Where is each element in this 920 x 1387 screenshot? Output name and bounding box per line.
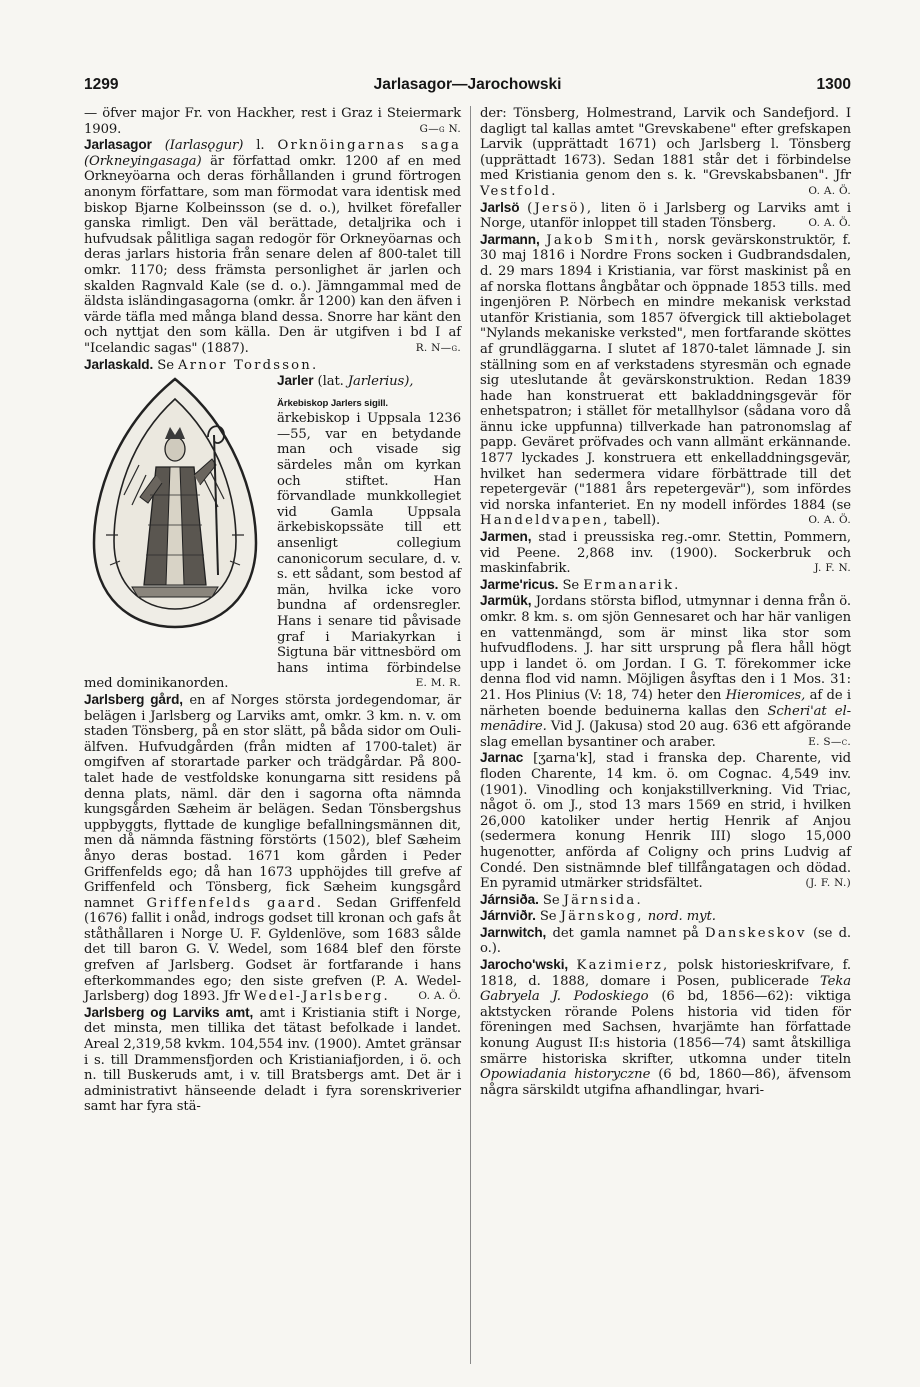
running-title: Jarlasagor—Jarochowski: [373, 76, 562, 93]
headword: Járnsiða.: [480, 891, 539, 907]
entry-jarlaskald: Jarlaskald. Se Arnor Tordsson.: [84, 356, 319, 373]
headword: Jarme'ricus.: [480, 576, 559, 592]
headword: Jarlasagor: [84, 137, 152, 153]
cross-reference: Ermanarik.: [583, 577, 681, 593]
author-signature: R. N—g.: [415, 341, 461, 354]
author-signature: O. A. Ö.: [418, 990, 461, 1003]
cross-reference: Handeldvapen,: [480, 513, 610, 529]
entry-jarmen: Jarmen, stad i preussiska reg.-omr. Stettin, Pommern, vid Peene. 2,868 inv. (1900). Sockerbruk och maskinfabrik. J. F. N.: [480, 529, 851, 577]
seal-caption: Ärkebiskop Jarlers sigill.: [277, 397, 388, 409]
headword: Jarnwitch,: [480, 924, 547, 940]
seal-figure: [84, 375, 267, 665]
cross-reference: Vestfold.: [480, 183, 558, 199]
entry-jarlasagor: Jarlasagor (Iarlasǫgur) l. Orknöingarnas saga (Orkneyingasaga) är författad omkr. 1200 af en med Orkneyöarna och deras förhållanden i grund förtrogen anonym författare, som man förmodat vara identisk med biskop Bjarne Kolbeinsson (se d. o.), hvilket förefaller ganska rimligt. Den väl berättade, detaljrika och i hufvudsak pålitliga sagan redogör för Orkneyöarnas och deras jarlars historia från senare delen af 800-talet till omkr. 1170; dess främsta personlighet är jarlen och skalden Ragnvald Kale (se d. o.). Jämngammal med de äldsta isländingasagorna (omkr. år 1200) kan den äfven i värde täfla med många bland dessa. Snorre har känt den och nyttjat den som källa. Den är utgifven i bd I af "Icelandic sagas" (1887). R. N—g.: [84, 137, 462, 356]
cross-reference: Järnskog,: [560, 909, 644, 925]
headword: Jarlaskald.: [84, 356, 154, 372]
author-signature: O. A. Ö.: [808, 217, 851, 230]
entry-jarochowski: Jarocho'wski, Kazimierz, polsk historieskrifvare, f. 1818, d. 1888, domare i Posen, publicerade Teka Gabryela J. Podoskiego (6 bd, 1856—62): viktiga aktstycken rörande Polens historia vid tiden för föreningen med Sachsen, hvarjämte han författade konung August II:s historia (1856—74) samt åtskilliga smärre historiska skrifter, utkomna under titeln Opowiadania historyczne (6 bd, 1860—86), äfvensom några särskildt utgifna afhandlingar, hvari-: [480, 957, 852, 1098]
entry-jarlsberg-gard: Jarlsberg gård, en af Norges största jordegendomar, är belägen i Jarlsberg og Larviks amt, omkr. 3 km. n. v. om staden Tönsberg, på en stor slätt, på båda sidor om Ouli-älfven. Hufvudgården (från midten af 1700-talet) är omgifven af storartade parker och trädgårdar. På 800-talet hade de vestfoldske konungarna sitt residens på denna plats, näml. där den i sagorna ofta nämnda kungsgården Sæheim är belägen. Sedan Tönsbergshus uppbyggts, flyttade de kunglige befallningsmännen dit, men då nämnda fästning förstörts (1502), blef Sæheim ånyo deras bostad. 1671 kom gården i Peder Griffenfelds ego; då han 1673 upphöjdes till grefve af Griffenfeld och Tönsberg, fick Sæheim kungsgård namnet Griffenfelds gaard. Sedan Griffenfeld (1676) fallit i onåd, indrogs godset till kronan och gafs åt ståthållaren i Norge U. F. Gyldenlöve, som 1683 sålde det till baron G. V. Wedel, som 1684 blef den förste grefven af Jarlsberg. Godset är fortfarande i hans efterkommandes ego; den siste grefven (P. A. Wedel-Jarlsberg) dog 1893. Jfr Wedel-Jarlsberg. O. A. Ö.: [84, 691, 462, 1005]
entry-jarler: Jarler (lat. Jarlerius),: [84, 373, 461, 390]
entry-jarnwitch: Jarnwitch, det gamla namnet på Danskeskov (se d. o.).: [480, 924, 852, 957]
headword: Járnviðr.: [480, 908, 536, 924]
seal-image: [84, 375, 267, 633]
left-column: — öfver major Fr. von Hackher, rest i Graz i Steiermark 1909. G—g N. Jarlasagor (Iarlasǫgur) l. Orknöingarnas saga (Orkneyingasaga) är författad omkr. 1200 af en med Orkneyöarna och deras förhållanden i grund förtrogen anonym författare, som man förmodat vara identisk med biskop Bjarne Kolbeinsson (se d. o.), hvilket förefaller ganska rimligt. Den väl berättade, detaljrika och i hufvudsak pålitliga sagan redogör för Orkneyöarnas och deras jarlars historia från senare delen af 800-talet till omkr. 1170; dess främsta personlighet är jarlen och skalden Ragnvald Kale (se d. o.). Jämngammal med de äldsta isländingasagorna (omkr. år 1200) kan den äfven i värde täfla med många bland dessa. Snorre har känt den och nyttjat den som källa. Den är utgifven i bd I af "Icelandic sagas" (1887). R. N—g. Jarlaskald. Se Arnor Tordsson. Jarler (lat. Jarlerius), Ärkebiskop Jarlers sigill. ärkebiskop i Uppsala 1236 —55, var en betydande man och visade sig särdeles mån om kyrkan och stiftet. Han förvandlade munkkollegiet vid Gamla Uppsala ärkebiskopssäte till ett ansenligt collegium canonicorum seculare, d. v. s. ett sådant, som bestod af män, hvilka icke voro bundna af ordensregler. Hans i senare tid påvisade graf i Mariakyrkan i Sigtuna bär vittnesbörd om hans intima förbindelse med dominikanorden. E. M. R. Jarlsberg gård, en af Norges största jordegendomar, är belägen i Jarlsberg og Larviks amt, omkr. 3 km. n. v. om staden Tönsberg, på en stor slätt, på båda sidor om Ouli-älfven. Hufvudgården (från midten af 1700-talet) är omgifven af storartade parker och trädgårdar. På 800-talet hade de vestfoldske konungarna sitt residens på denna plats, näml. där den i sagorna ofta nämnda kungsgården Sæheim är belägen. Sedan Tönsbergshus uppbyggts, flyttade de kunglige befallningsmännen dit, men då nämnda fästning förstörts (1502), blef Sæheim ånyo deras bostad. 1671 kom gården i Peder Griffenfelds ego; då han 1673 upphöjdes till grefve af Griffenfeld och Tönsberg, fick Sæheim kungsgård namnet Griffenfelds gaard. Sedan Griffenfeld (1676) fallit i onåd, indrogs godset till kronan och gafs åt ståthållaren i Norge U. F. Gyldenlöve, som 1683 sålde det till baron G. V. Wedel, som 1684 blef den förste grefven af Jarlsberg. Godset är fortfarande i hans efterkommandes ego; den siste grefven (P. A. Wedel-Jarlsberg) dog 1893. Jfr Wedel-Jarlsberg. O. A. Ö. Jarlsberg og Larviks amt, amt i Kristiania stift i Norge, det minsta, men tillika det tätast befolkade i landet. Areal 2,319,58 kvkm. 104,554 inv. (1900). Amtet gränsar i s. till Drammensfjorden och Kristianiafjorden, i ö. och n. till Buskeruds amt, i v. till Bratsbergs amt. Det är i administrativt hänseende deladt i fyra sorenskriverier samt har fyra stä-: [84, 106, 462, 1115]
cross-reference: Danskeskov: [705, 925, 807, 941]
headword: Jarlsberg gård,: [84, 691, 183, 707]
entry-jarmuk: Jarmük, Jordans största biflod, utmynnar i denna från ö. omkr. 8 km. s. om sjön Gennesaret och har här vanligen en vattenmängd, som är minst lika stor som hufvudflodens. J. har sitt ursprung på flera håll högt upp i landet ö. om Jordan. I G. T. förekommer icke denna flod vid namn. Möjligen åsyftas den i 1 Mos. 31: 21. Hos Plinius (V: 18, 74) heter den Hieromices, af de i närheten boende beduinerna kallas den Scheri'at el-menādire. Vid J. (Jakusa) stod 20 aug. 636 ett afgörande slag emellan bysantiner och araber. E. S—c.: [480, 593, 852, 750]
cross-reference: Järnsida.: [563, 892, 643, 908]
author-signature: (J. F. N.): [805, 877, 851, 890]
entry-jarnvidr: Járnviðr. Se Järnskog, nord. myt.: [480, 908, 716, 925]
headword: Jarocho'wski,: [480, 957, 569, 973]
author-signature: G—g N.: [419, 122, 461, 135]
entry-jarnsida: Járnsiða. Se Järnsida.: [480, 891, 643, 908]
entry-jarmann: Jarmann, Jakob Smith, norsk gevärskonstruktör, f. 30 maj 1816 i Nordre Frons socken i Gudbrandsdalen, d. 29 mars 1894 i Kristiania, var först maskinist på en af norska flottans ångbåtar och öppnade 1853 tills. med ingenjören P. Nörbech en mindre mekanisk verkstad utanför Kristiania, som 1857 öfvergick till aktiebolaget "Nylands mekaniske verksted", men fortfarande sköttes af grundläggarna. I slutet af 1870-talet lämnade J. sin ställning som en af verkstadens styresmän och egnade sig uteslutande åt gevärskonstruktion. Redan 1839 hade han konstruerat ett bakladdningsgevär för enhetspatron; i stället för metallhylsor (sådana voro då ännu icke uppfunna) tillverkade han patronomslag af papp. Geväret pröfvades och vann allmänt erkännande. 1877 lyckades J. konstruera ett enkelladdningsgevär, hvilket han sedermera vidare förbättrade till det repetergevär ("1881 års repetergevär"), som infördes vid norska infanteriet. En ny modell infördes 1884 (se Handeldvapen, tabell). O. A. Ö.: [480, 231, 852, 529]
cross-reference: Wedel-Jarlsberg.: [243, 989, 390, 1005]
column-divider: [470, 106, 471, 1364]
entry-jarmericus: Jarme'ricus. Se Ermanarik.: [480, 576, 681, 593]
page-number-right: 1300: [816, 76, 851, 93]
right-column: [480, 106, 851, 1098]
author-signature: O. A. Ö.: [808, 514, 851, 527]
headword: Jarmük,: [480, 593, 532, 609]
author-signature: J. F. N.: [814, 562, 851, 575]
entry-continuation: der: Tönsberg, Holmestrand, Larvik och Sandefjord. I dagligt tal kallas amtet "Grevskabene" efter grefskapen Larvik (upprättadt 1671) och Jarlsberg l. Tönsberg (upprättadt 1673). Sedan 1881 står det i förbindelse med Kristiania genom den s. k. "Grevskabsbanen". Jfr Vestfold. O. A. Ö.: [480, 106, 851, 199]
author-signature: E. M. R.: [415, 677, 461, 690]
entry-jarlso: Jarlsö (Jersö), liten ö i Jarlsberg og Larviks amt i Norge, utanför inloppet till staden Tönsberg. O. A. Ö.: [480, 199, 851, 232]
headword: Jarmen,: [480, 529, 532, 545]
headword: Jarlsö: [480, 199, 520, 215]
entry-jarnac: Jarnac [ʒarna'k], stad i franska dep. Charente, vid floden Charente, 14 km. ö. om Cognac. 4,549 inv. (1901). Vinodling och konjakstillverkning. Vid Triac, något ö. om J., stod 13 mars 1569 en strid, i hvilken 26,000 katoliker under hertig Henrik af Anjou (sedermera konung Henrik III) slogo 15,000 hugenotter, anförda af Coligny och prins Ludvig af Condé. Den sistnämnde blef tillfångatagen och dödad. En pyramid utmärker stridsfältet. (J. F. N.): [480, 750, 851, 892]
author-signature: O. A. Ö.: [808, 184, 851, 197]
cross-reference: Arnor Tordsson.: [178, 357, 319, 373]
headword: Jarler: [277, 373, 314, 389]
author-signature: E. S—c.: [808, 735, 851, 748]
headword: Jarmann,: [480, 231, 540, 247]
page-header: [84, 76, 851, 100]
headword: Jarnac: [480, 750, 524, 766]
headword: Jarlsberg og Larviks amt,: [84, 1004, 254, 1020]
page-number-left: 1299: [84, 76, 119, 93]
entry-jarlsberg-og-larviks-amt: Jarlsberg og Larviks amt, amt i Kristiania stift i Norge, det minsta, men tillika det tätast befolkade i landet. Areal 2,319,58 kvkm. 104,554 inv. (1900). Amtet gränsar i s. till Drammensfjorden och Kristianiafjorden, i ö. och n. till Buskeruds amt, i v. till Bratsbergs amt. Det är i administrativt hänseende deladt i fyra sorenskriverier samt har fyra stä-: [84, 1004, 461, 1115]
entry-continuation: — öfver major Fr. von Hackher, rest i Graz i Steiermark 1909. G—g N.: [84, 106, 461, 137]
